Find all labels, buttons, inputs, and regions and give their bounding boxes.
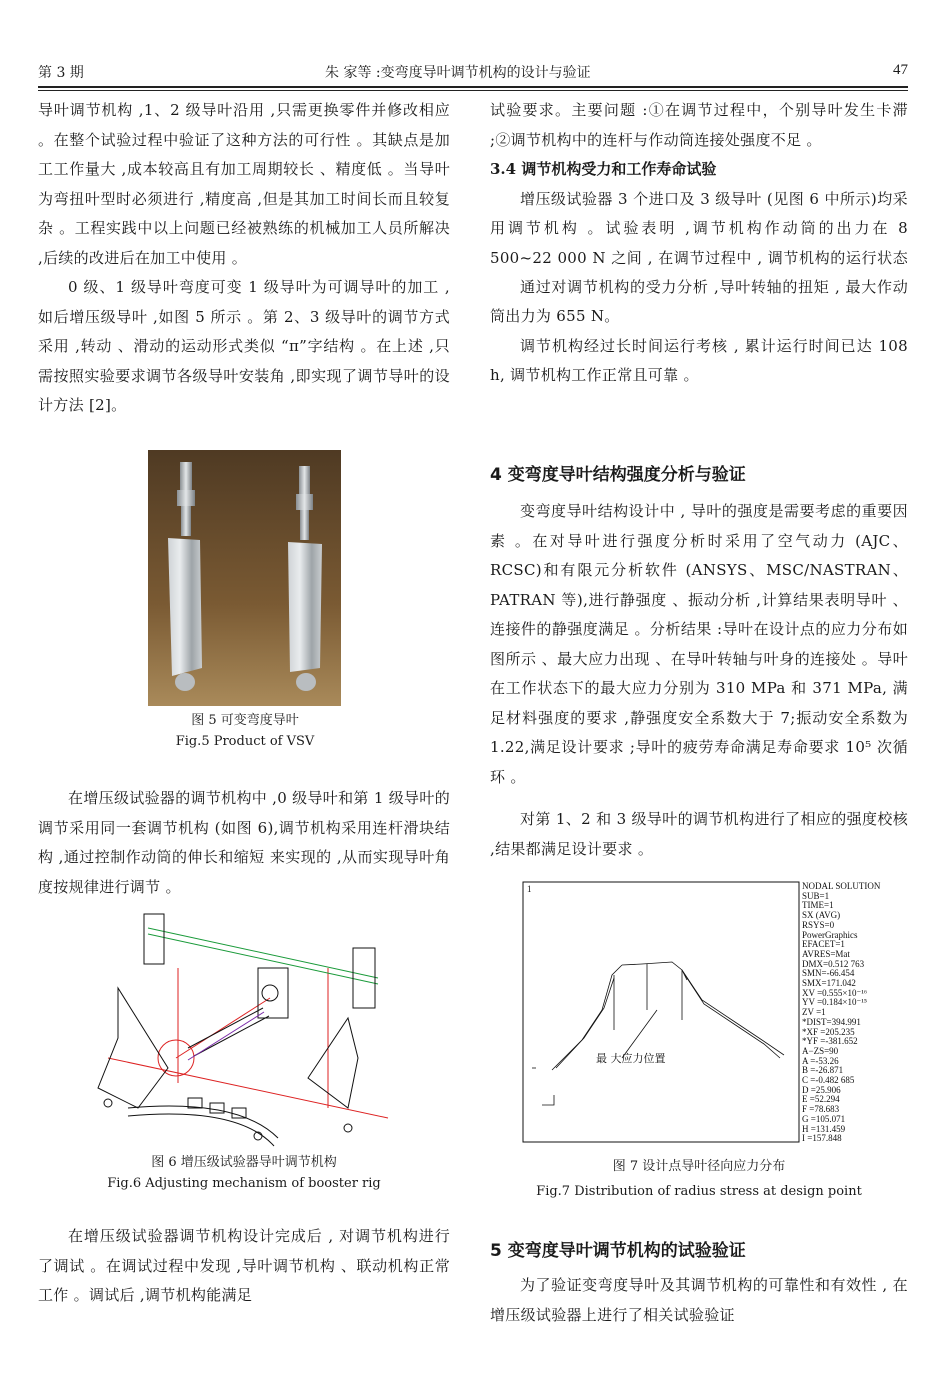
ansys-legend-entry: F =78.683 bbox=[802, 1104, 840, 1115]
paragraph: 导叶调节机构 ,1、2 级导叶沿用 ,只需更换零件并修改相应 。在整个试验过程中验证了这种方法的可行性 。其缺点是加工工作量大 ,成本较高且有加工周期较长 、精度低 。当导叶为弯扭叶型时必须进行 ,精度高 ,但是其加工时间长而且较复杂 。工程实践中以上问题已经被熟练的机械加工人员所解决 ,后续的改进后在加工中使用 。 bbox=[38, 101, 450, 267]
header-rule-thin bbox=[38, 90, 908, 91]
section-5-heading: 5 变弯度导叶调节机构的试验验证 bbox=[490, 1241, 746, 1261]
figure-7-caption bbox=[490, 1156, 908, 1202]
max-stress-label: 最 大应力位置 bbox=[596, 1052, 666, 1065]
ansys-legend-entry: C =-0.482 685 bbox=[802, 1075, 855, 1086]
purple-links bbox=[188, 1012, 264, 1060]
ansys-view-line: A−ZS=90 bbox=[802, 1045, 839, 1056]
vane-profile-curve bbox=[532, 962, 784, 1105]
page-number: 47 bbox=[893, 62, 908, 78]
header-title: 朱 家等 :变弯度导叶调节机构的设计与验证 bbox=[325, 65, 591, 81]
paragraph: 0 级、1 级导叶弯度可变 1 级导叶为可调导叶的加工 , 如后增压级导叶 ,如图 5 所示 。第 2、3 级导叶的调节方式采用 ,转动 、滑动的运动形式类似 “π”字结构 。在上述 ,只需按照实验要求调节各级导叶安装角 ,即实现了调节导叶的设计方法 [2]。 bbox=[38, 278, 450, 414]
paragraph: 对第 1、2 和 3 级导叶的调节机构进行了相应的强度校核 ,结果都满足设计要求 。 bbox=[490, 810, 908, 858]
figure-7-ansys-plot bbox=[522, 880, 882, 1144]
ansys-view-line: *YF =-381.652 bbox=[802, 1036, 858, 1047]
header-rule-thick bbox=[38, 86, 908, 88]
paragraph: 变弯度导叶结构设计中 , 导叶的强度是需要考虑的重要因素 。在对导叶进行强度分析时采用了空气动力 (AJC、RCSC)和有限元分析软件 (ANSYS、MSC/NASTRAN、PATRAN 等),进行静强度 、振动分析 ,计算结果表明导叶 、连接件的静强度满足 。分析结果 :导叶在设计点的应力分布如图所示 、最大应力出现 、在导叶转轴与叶身的连接处 。导叶在工作状态下的最大应力分别为 310 MPa 和 371 MPa, 满足材料强度的要求 ,静强度安全系数大于 7;振动安全系数为 1.22,满足设计要求 ;导叶的疲劳寿命满足寿命要求 10⁵ 次循环 。 bbox=[490, 502, 908, 786]
ansys-info-line: NODAL SOLUTION bbox=[802, 881, 881, 891]
ansys-legend-entry: E =52.294 bbox=[802, 1094, 840, 1105]
ansys-view-line: *DIST=394.991 bbox=[802, 1016, 861, 1027]
figure-5-caption bbox=[120, 710, 370, 752]
figure-7-caption-en: Fig.7 Distribution of radius stress at design point bbox=[536, 1184, 862, 1199]
ansys-info-line: SUB=1 bbox=[802, 890, 830, 901]
ansys-info-line: RSYS=0 bbox=[802, 919, 835, 930]
paragraph: 调节机构经过长时间运行考核 , 累计运行时间已达 108 h, 调节机构工作正常且可靠 。 bbox=[490, 336, 908, 384]
ansys-legend-entry: H =131.459 bbox=[802, 1123, 846, 1134]
figure-5-photo bbox=[148, 450, 341, 706]
ansys-info-line: PowerGraphics bbox=[802, 929, 858, 940]
ansys-info-line: AVRES=Mat bbox=[802, 948, 850, 959]
header-issue: 第 3 期 bbox=[38, 65, 84, 81]
red-center-lines bbox=[108, 968, 388, 1118]
section-4-heading: 4 变弯度导叶结构强度分析与验证 bbox=[490, 465, 746, 485]
ansys-legend-entry: I =157.848 bbox=[802, 1133, 842, 1144]
left-column-lower bbox=[38, 784, 450, 902]
plot-corner-index: 1 bbox=[527, 884, 532, 894]
mechanism-lines bbox=[98, 914, 375, 1146]
ansys-legend-entry: B =-26.871 bbox=[802, 1065, 844, 1076]
paragraph: 在增压级试验器调节机构设计完成后 , 对调节机构进行了调试 。在调试过程中发现 ,导叶调节机构 、联动机构正常工作 。调试后 ,调节机构能满足 bbox=[38, 1227, 450, 1304]
ansys-info-line: TIME=1 bbox=[802, 900, 834, 911]
paragraph: 通过对调节机构的受力分析 ,导叶转轴的扭矩 , 最大作动筒出力为 655 N。 bbox=[490, 277, 908, 325]
right-column-sec5-body bbox=[490, 1271, 908, 1330]
ansys-info-line: SMN=-66.454 bbox=[802, 968, 855, 979]
figure-6-caption-cn: 图 6 增压级试验器导叶调节机构 bbox=[151, 1155, 337, 1170]
ansys-view-line: YV =0.184×10⁻¹⁵ bbox=[802, 997, 868, 1008]
ansys-view-line: *XF =205.235 bbox=[802, 1026, 855, 1037]
section-3-4-heading: 3.4 调节机构受力和工作寿命试验 bbox=[490, 160, 717, 178]
figure-5-caption-cn: 图 5 可变弯度导叶 bbox=[191, 713, 299, 728]
ansys-info-line: SX (AVG) bbox=[802, 910, 841, 921]
ansys-view-line: ZV =1 bbox=[802, 1007, 826, 1018]
ansys-info-line: EFACET=1 bbox=[802, 939, 845, 950]
ansys-info-line: DMX=0.512 763 bbox=[802, 958, 865, 969]
paragraph: 为了验证变弯度导叶及其调节机构的可靠性和有效性 , 在增压级试验器上进行了相关试验验证 bbox=[490, 1276, 908, 1324]
left-column-bottom bbox=[38, 1222, 450, 1310]
figure-6-caption-en: Fig.6 Adjusting mechanism of booster rig bbox=[107, 1176, 381, 1191]
right-column-sec4 bbox=[490, 460, 908, 485]
figure-5-caption-en: Fig.5 Product of VSV bbox=[175, 734, 315, 749]
ansys-legend-entry: G =105.071 bbox=[802, 1113, 846, 1124]
paragraph: 试验要求。主要问题 :①在调节过程中，个别导叶发生卡滞 ;②调节机构中的连杆与作动筒连接处强度不足 。 bbox=[490, 101, 908, 149]
right-column bbox=[490, 96, 908, 391]
left-column bbox=[38, 96, 450, 419]
figure-6-drawing bbox=[88, 908, 400, 1148]
ansys-view-line: XV =0.555×10⁻¹⁶ bbox=[802, 987, 868, 998]
ansys-info-block bbox=[802, 882, 882, 1144]
figure-7-caption-cn: 图 7 设计点导叶径向应力分布 bbox=[612, 1159, 786, 1174]
right-column-sec5 bbox=[490, 1236, 908, 1261]
green-rod bbox=[148, 928, 378, 984]
figure-6-caption bbox=[88, 1152, 400, 1194]
ansys-legend-entry: A =-53.26 bbox=[802, 1055, 839, 1066]
paragraph: 在增压级试验器的调节机构中 ,0 级导叶和第 1 级导叶的调节采用同一套调节机构 (如图 6),调节机构采用连杆滑块结构 ,通过控制作动筒的伸长和缩短 来实现的 ,从而实现导叶角度按规律进行调节 。 bbox=[38, 789, 450, 896]
ansys-legend-entry: D =25.906 bbox=[802, 1084, 841, 1095]
right-column-sec4-body bbox=[490, 497, 908, 864]
ansys-info-line: SMX=171.042 bbox=[802, 978, 856, 989]
paragraph: 增压级试验器 3 个进口及 3 级导叶 (见图 6 中所示)均采用调节机构 。试验表明 ,调节机构作动筒的出力在 8 500~22 000 N 之间 , 在调节过程中 , 调节机构的运行状态 bbox=[490, 189, 908, 267]
